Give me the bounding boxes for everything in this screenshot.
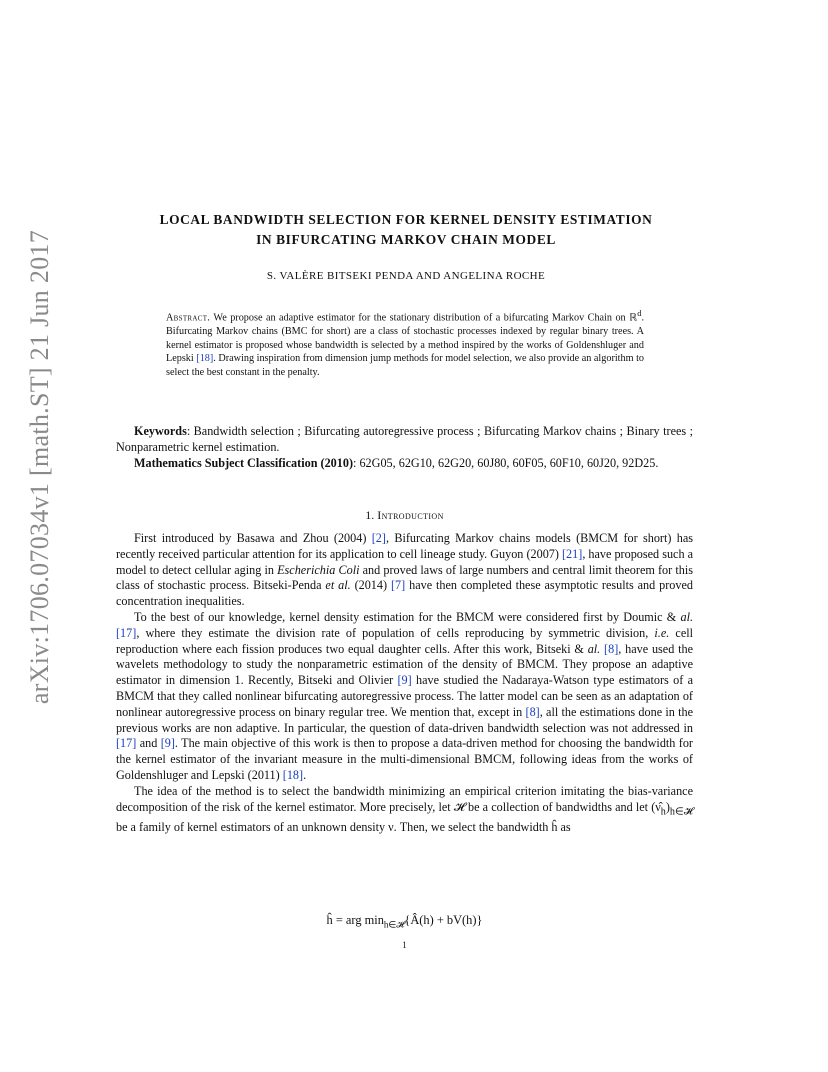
text-run: , where they estimate the division rate of population of cells reproducing by symmetric division, bbox=[136, 625, 655, 640]
citation-link-8[interactable]: [8] bbox=[525, 704, 540, 719]
text-run: To the best of our knowledge, kernel density estimation for the BMCM were considered first by Doumic & bbox=[134, 609, 681, 624]
text-run: have studied the Nadaraya-Watson type estimators of a BMCM that they called nonlinear bifurcating autoregressive process. The latter model can be seen as an adaptation of nonlinear autoregressive process on binary regular tree. We mention that, except in bbox=[116, 673, 693, 719]
page-number: 1 bbox=[402, 940, 407, 950]
italic-text: et al. bbox=[325, 578, 351, 593]
text-run: . bbox=[303, 767, 307, 782]
text-run: have then completed these asymptotic results and proved concentration inequalities. bbox=[116, 578, 693, 609]
introduction-body bbox=[116, 531, 693, 836]
keywords-text: : Bandwidth selection ; Bifurcating autoregressive process ; Bifurcating Markov chains ; Binary trees ; Nonparametric kernel estimation. bbox=[116, 424, 693, 454]
msc-paragraph bbox=[116, 456, 693, 472]
citation-link-17[interactable]: [17] bbox=[116, 736, 137, 751]
text-run: ) bbox=[665, 799, 670, 814]
citation-link-9[interactable]: [9] bbox=[397, 673, 412, 688]
bandwidth-selection-equation bbox=[116, 913, 693, 930]
text-run: , Bifurcating Markov chains models (BMCM for short) has recently received particular attention for its application to cell lineage study. Guyon (2007) bbox=[116, 531, 694, 561]
text-run: (2014) bbox=[350, 578, 391, 593]
keywords-block bbox=[116, 424, 693, 471]
abstract-text-1: We propose an adaptive estimator for the stationary distribution of a bifurcating Markov Chain on ℝ bbox=[210, 312, 638, 324]
keywords-label: Keywords bbox=[134, 424, 187, 438]
msc-text: : 62G05, 62G10, 62G20, 60J80, 60F05, 60F10, 60J20, 92D25. bbox=[353, 455, 659, 470]
italic-text: al. bbox=[587, 641, 601, 656]
italic-text: Escherichia Coli bbox=[277, 562, 360, 577]
citation-link-2[interactable]: [2] bbox=[371, 531, 386, 545]
text-run: , have proposed such a model to detect cellular aging in bbox=[116, 546, 694, 577]
text-run: , have used the wavelets methodology to study the nonparametric estimation of the density of BMCM. They propose an adaptive estimator in dimension 1. Recently, Bitseki and Olivier bbox=[116, 641, 693, 688]
intro-paragraph-2 bbox=[116, 610, 693, 784]
section-heading bbox=[116, 508, 693, 523]
section-number: 1. bbox=[365, 508, 375, 522]
citation-link-18[interactable]: [18] bbox=[196, 353, 214, 365]
citation-link-9[interactable]: [9] bbox=[160, 736, 175, 751]
text-run: cell reproduction where each fission produces two equal daughter cells. After this work, Bitseki & bbox=[116, 625, 693, 656]
title-line-1: LOCAL BANDWIDTH SELECTION FOR KERNEL DENSITY ESTIMATION bbox=[159, 212, 653, 227]
paper-title bbox=[116, 210, 696, 250]
text-run: , all the estimations done in the previous works are non adaptive. In particular, the question of data-driven bandwidth selection was not addressed in bbox=[116, 704, 693, 735]
citation-link-7[interactable]: [7] bbox=[390, 578, 406, 593]
equation-lhs: ĥ = arg min bbox=[326, 913, 384, 927]
italic-text: i.e. bbox=[654, 625, 670, 640]
text-run: . The main objective of this work is then to propose a data-driven method for choosing the bandwidth for the kernel estimator of the invariant measure in the multi-dimensional BMCM, following ideas from the works of Goldenshluger and Lepski (2011) bbox=[116, 736, 693, 782]
arxiv-id-text: arXiv:1706.07034v1 [math.ST] 21 Jun 2017 bbox=[25, 229, 54, 705]
citation-link-18[interactable]: [18] bbox=[282, 767, 304, 782]
msc-label: Mathematics Subject Classification (2010) bbox=[134, 455, 354, 470]
keywords-paragraph bbox=[116, 424, 693, 456]
text-run: and proved laws of large numbers and central limit theorem for this class of stochastic process. Bitseki-Penda bbox=[116, 562, 693, 593]
equation-argmin-subscript: h∈𝓗 bbox=[383, 919, 405, 930]
intro-paragraph-3 bbox=[116, 784, 693, 836]
text-run: and bbox=[136, 736, 161, 751]
title-line-2: IN BIFURCATING MARKOV CHAIN MODEL bbox=[256, 232, 556, 247]
arxiv-sidebar-identifier bbox=[22, 229, 58, 705]
text-run: First introduced by Basawa and Zhou (2004) bbox=[134, 531, 372, 545]
author-list: S. VALÈRE BITSEKI PENDA AND ANGELINA ROCHE bbox=[266, 270, 546, 282]
abstract-block bbox=[166, 307, 644, 379]
subscript-h-in-H: h∈𝓗 bbox=[669, 805, 693, 817]
abstract-text-2: . Bifurcating Markov chains (BMC for short) are a class of stochastic processes indexed by regular binary trees. A kernel estimator is proposed whose bandwidth is selected by a method inspired by the works of Goldenshluger and Lepski bbox=[166, 312, 644, 365]
abstract-text-3: . Drawing inspiration from dimension jump methods for model selection, we also provide an algorithm to select the best constant in the penalty. bbox=[166, 353, 645, 378]
equation-rhs: {Â(h) + bV(h)} bbox=[404, 913, 483, 927]
abstract-superscript-d: d bbox=[637, 308, 642, 318]
citation-link-8[interactable]: [8] bbox=[604, 641, 619, 656]
text-run: be a family of kernel estimators of an unknown density ν. Then, we select the bandwidth ĥ as bbox=[116, 819, 571, 834]
abstract-label: Abstract. bbox=[166, 312, 211, 324]
subscript-h: h bbox=[660, 805, 666, 817]
italic-text: al. bbox=[680, 609, 693, 624]
text-run: The idea of the method is to select the bandwidth minimizing an empirical criterion imitating the bias-variance decomposition of the risk of the kernel estimator. More precisely, let 𝓗 be a collection of bandwidths and let (ν̂ bbox=[116, 783, 693, 814]
section-title: Introduction bbox=[377, 508, 444, 522]
citation-link-21[interactable]: [21] bbox=[562, 546, 583, 561]
intro-paragraph-1 bbox=[116, 531, 693, 610]
citation-link-17[interactable]: [17] bbox=[116, 625, 137, 640]
